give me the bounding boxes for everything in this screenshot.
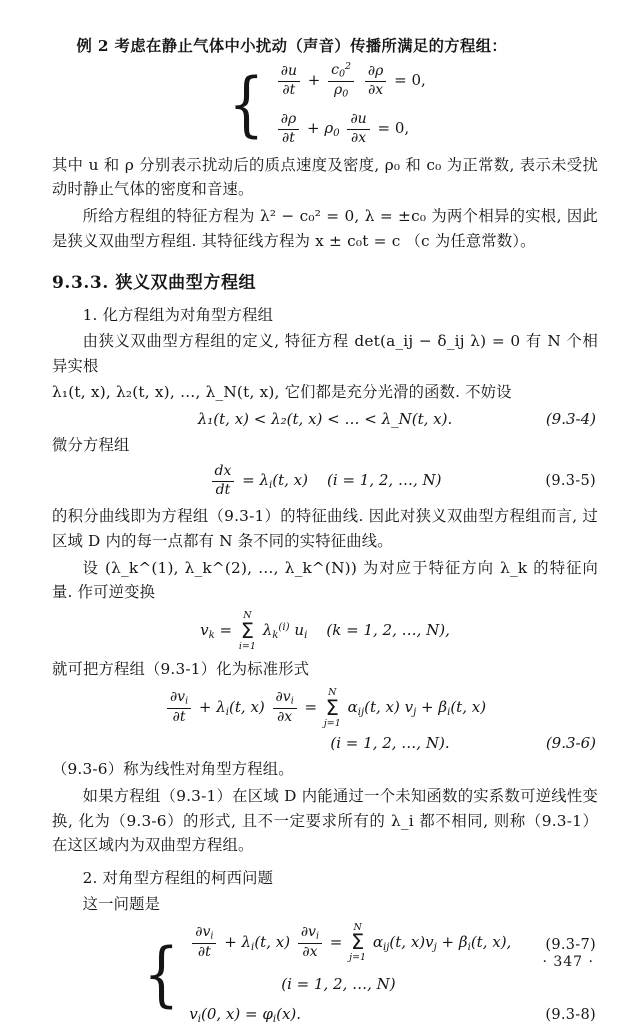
equation-9-3-7-condition: (i = 1, 2, …, N) bbox=[281, 974, 396, 993]
paragraph-definitions: 其中 u 和 ρ 分别表示扰动后的质点速度及密度, ρ₀ 和 c₀ 为正常数, 表示未受扰动时静止气体的密度和音速。 bbox=[52, 155, 598, 199]
equation-row-2: $\frac{\partial\rho}{\partial t}$ + $\rho_0$ $\frac{\partial u}{\partial x}$ = 0, bbox=[275, 112, 426, 146]
equation-9-3-5: $\frac{dx}{dt}$ = $\lambda_i(t$, x) (i = 1, 2, …, N) (9.3-5) bbox=[52, 464, 598, 498]
paragraph-roots-lead: 由狭义双曲型方程组的定义, 特征方程 det(a_ij − δ_ij λ) = 0 有 N 个相异实根 bbox=[52, 331, 598, 375]
equation-9-3-6: $\frac{\partial v_i}{\partial t}$ + $\lambda_i(t$, x) $\frac{\partial v_i}{\partial x}$ = N Σ j=1 $\alpha_{ij}(t$, x) $v_j + \beta_i(t$, x) bbox=[52, 688, 598, 728]
left-brace-cauchy: { bbox=[143, 932, 179, 1015]
equation-9-3-7-row: $\frac{\partial v_i}{\partial t}$ + $\lambda_i(t$, x) $\frac{\partial v_i}{\partial x}$ = N Σ j=1 $\alpha_{ij}(t$, $x)v_j + \beta_i(t$, x), bbox=[189, 923, 511, 963]
paragraph-characteristic: 所给方程组的特征方程为 λ² − c₀² = 0, λ = ±c₀ 为两个相异的实根, 因此是狭义双曲型方程组. 其特征线方程为 x ± c₀t = c （c 为任意常数）。 bbox=[52, 207, 598, 251]
equation-9-3-6-tag: (9.3-6) bbox=[545, 734, 596, 753]
paragraph-cauchy-intro: 这一问题是 bbox=[82, 895, 161, 914]
subsection-heading-2: 2. 对角型方程组的柯西问题 bbox=[82, 869, 274, 888]
left-brace: { bbox=[228, 63, 265, 146]
equation-system-cauchy bbox=[52, 923, 598, 1025]
page-number: · 347 · bbox=[542, 954, 594, 970]
paragraph-eigenvector: 设 (λ_k^(1), λ_k^(2), …, λ_k^(N)) 为对应于特征方向 λ_k 的特征向量. 作可逆变换 bbox=[52, 558, 598, 602]
subsection-heading-1: 1. 化方程组为对角型方程组 bbox=[82, 305, 274, 324]
equation-9-3-8-row: $v_i(0$, $x) = \varphi_i(x)$. bbox=[189, 1004, 302, 1025]
section-heading: 9.3.3. 狭义双曲型方程组 bbox=[52, 272, 257, 293]
paragraph-linear-diagonal: （9.3-6）称为线性对角型方程组。 bbox=[52, 760, 294, 779]
equation-9-3-7-tag: (9.3-7) bbox=[545, 936, 596, 953]
paragraph-integral-curves: 的积分曲线即为方程组（9.3-1）的特征曲线. 因此对狭义双曲型方程组而言, 过区域 D 内的每一点都有 N 条不同的实特征曲线。 bbox=[52, 507, 598, 550]
equation-9-3-4-tag: (9.3-4) bbox=[545, 410, 596, 429]
equation-transform: $v_k$ = N Σ i=1 $\lambda_k^{(i)}$ $u_i$ (k = 1, 2, …, N), bbox=[200, 610, 450, 652]
paragraph-ode-system: 微分方程组 bbox=[52, 436, 130, 455]
paragraph-standard-form: 就可把方程组（9.3-1）化为标准形式 bbox=[52, 660, 310, 679]
roots-tail: 它们都是充分光滑的函数. 不妨设 bbox=[284, 383, 512, 402]
paragraph-roots-list bbox=[52, 380, 598, 405]
equation-9-3-6-condition: (i = 1, 2, …, N). bbox=[330, 734, 450, 753]
paragraph-hyperbolic-def: 如果方程组（9.3-1）在区域 D 内能通过一个未知函数的实系数可逆线性变换, 化为（9.3-6）的形式, 且不一定要求所有的 λ_i 都不相同, 则称（9.3-1）在这区域内为双曲型方程组。 bbox=[52, 786, 598, 855]
roots-expression: λ₁(t, x), λ₂(t, x), …, λ_N(t, x), bbox=[52, 383, 280, 402]
equation-9-3-8-tag: (9.3-8) bbox=[545, 1006, 596, 1023]
equation-9-3-4-body: λ₁(t, x) < λ₂(t, x) < … < λ_N(t, x). bbox=[197, 410, 453, 429]
equation-9-3-5-tag: (9.3-5) bbox=[545, 473, 596, 490]
equation-9-3-6-condition-line bbox=[52, 734, 598, 752]
example-heading: 例 2 考虑在静止气体中小扰动（声音）传播所满足的方程组： bbox=[76, 37, 508, 55]
equation-9-3-4 bbox=[52, 410, 598, 428]
equation-row-1: $\frac{\partial u}{\partial t}$ + $\frac{c_0^2}{\rho_0}$ $\frac{\partial\rho}{\partial x}$ = 0, bbox=[275, 62, 426, 100]
equation-system-1 bbox=[52, 62, 598, 147]
